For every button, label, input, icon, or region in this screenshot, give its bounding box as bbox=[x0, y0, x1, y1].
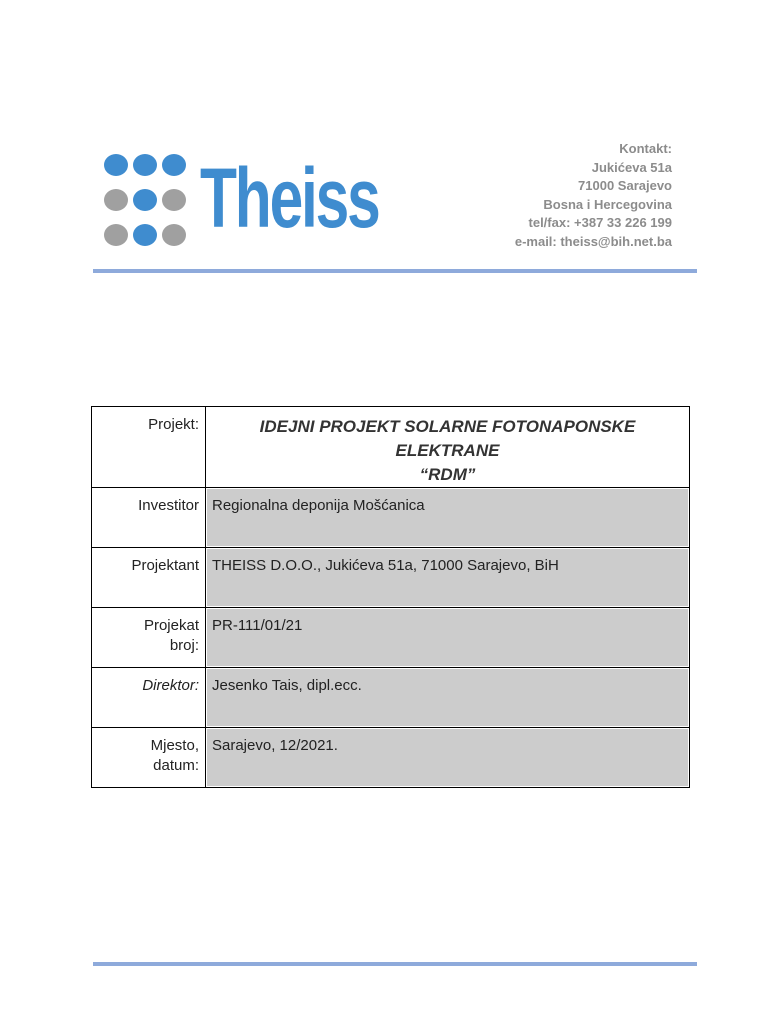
contact-street: Jukićeva 51a bbox=[591, 159, 672, 175]
table-row bbox=[92, 728, 690, 788]
designer-value: THEISS D.O.O., Jukićeva 51a, 71000 Sarajevo, BiH bbox=[206, 548, 690, 608]
investor-value: Regionalna deponija Mošćanica bbox=[206, 488, 690, 548]
project-info-table bbox=[91, 406, 690, 788]
director-value: Jesenko Tais, dipl.ecc. bbox=[206, 668, 690, 728]
director-label: Direktor: bbox=[92, 668, 206, 728]
project-number-label bbox=[92, 608, 206, 668]
logo-dot bbox=[104, 189, 128, 211]
project-number-label-line2: broj: bbox=[169, 637, 199, 654]
project-label: Projekt: bbox=[92, 407, 206, 488]
logo-wordmark: Theiss bbox=[200, 151, 379, 245]
logo-dot bbox=[133, 154, 157, 176]
table-row bbox=[92, 608, 690, 668]
logo-dot bbox=[162, 224, 186, 246]
contact-block bbox=[515, 140, 672, 251]
table-row bbox=[92, 488, 690, 548]
place-date-label bbox=[92, 728, 206, 788]
place-date-label-line2: datum: bbox=[153, 757, 199, 774]
logo-dot bbox=[162, 189, 186, 211]
designer-label: Projektant bbox=[92, 548, 206, 608]
place-date-value: Sarajevo, 12/2021. bbox=[206, 728, 690, 788]
table-row bbox=[92, 668, 690, 728]
contact-city: 71000 Sarajevo bbox=[578, 178, 672, 193]
table-row bbox=[92, 548, 690, 608]
project-title-line1: IDEJNI PROJEKT SOLARNE FOTONAPONSKE ELEKTRANE bbox=[259, 417, 636, 460]
contact-heading: Kontakt: bbox=[619, 141, 672, 156]
place-date-label-line1: Mjesto, bbox=[150, 737, 199, 754]
contact-country: Bosna i Hercegovina bbox=[543, 196, 672, 212]
logo-dot bbox=[104, 154, 128, 176]
project-number-value: PR-111/01/21 bbox=[206, 608, 690, 668]
logo-dot bbox=[133, 224, 157, 246]
contact-phone: tel/fax: +387 33 226 199 bbox=[528, 215, 672, 230]
project-title-line2: “RDM” bbox=[419, 465, 476, 484]
logo-dot bbox=[133, 189, 157, 211]
investor-label: Investitor bbox=[92, 488, 206, 548]
footer-divider bbox=[93, 962, 697, 966]
logo-dots bbox=[100, 150, 190, 250]
logo-dot bbox=[162, 154, 186, 176]
table-row bbox=[92, 407, 690, 488]
project-title-cell bbox=[206, 407, 690, 488]
contact-email[interactable]: e-mail: theiss@bih.net.ba bbox=[514, 233, 672, 249]
company-logo bbox=[100, 150, 379, 250]
project-number-label-line1: Projekat bbox=[143, 617, 199, 634]
logo-dot bbox=[104, 224, 128, 246]
header-divider bbox=[93, 269, 697, 273]
